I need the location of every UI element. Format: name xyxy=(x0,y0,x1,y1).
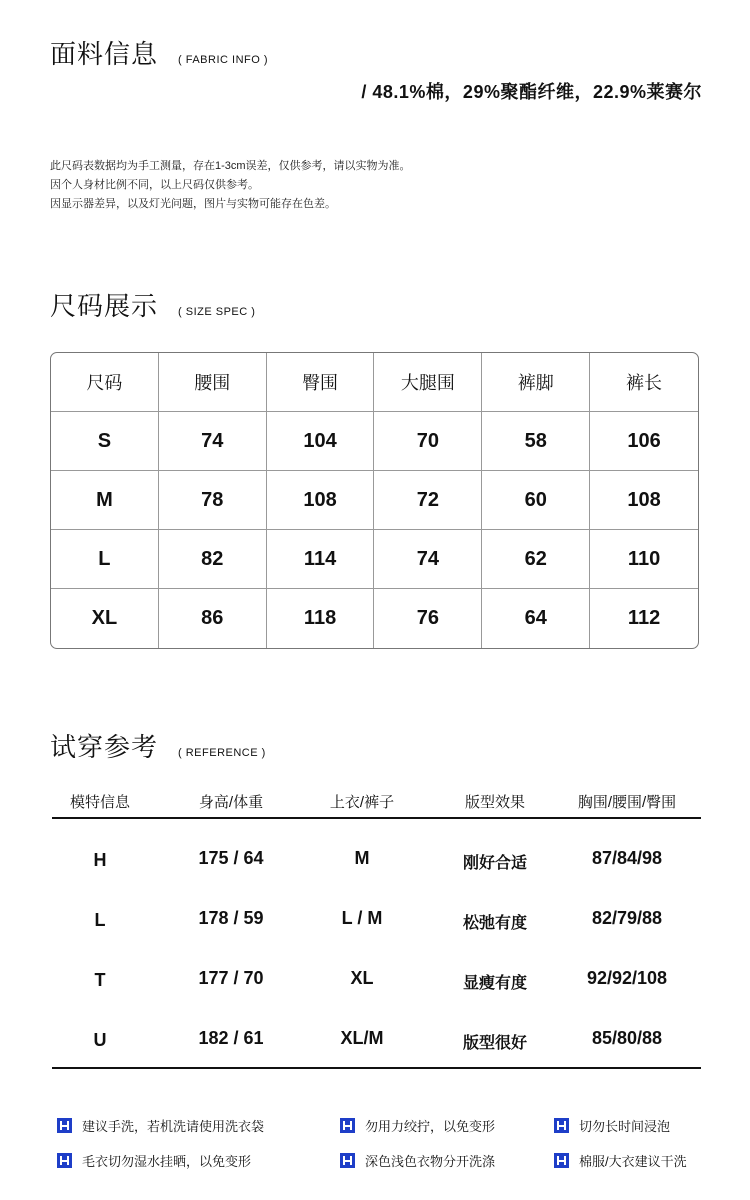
table-cell: 62 xyxy=(482,530,590,589)
fabric-title: 面料信息 xyxy=(50,39,159,69)
fit-effect: 刚好合适 xyxy=(462,855,528,872)
reference-subtitle: ( REFERENCE ) xyxy=(178,747,266,759)
fit-effect: 松弛有度 xyxy=(462,915,528,932)
size-title: 尺码展示 xyxy=(50,291,159,321)
height-weight: 175 / 64 xyxy=(198,848,264,868)
reference-title: 试穿参考 xyxy=(50,732,159,762)
measurements: 87/84/98 xyxy=(591,848,663,868)
height-weight: 182 / 61 xyxy=(198,1028,264,1048)
table-row xyxy=(51,471,698,530)
table-cell: 118 xyxy=(267,589,375,648)
care-item xyxy=(340,1151,495,1170)
table-cell: 64 xyxy=(482,589,590,648)
care-text: 深色浅色衣物分开洗涤 xyxy=(365,1154,496,1169)
h-square-icon xyxy=(57,1153,72,1168)
care-item xyxy=(554,1151,687,1170)
header-cell: 臀围 xyxy=(267,353,375,412)
model-name: H xyxy=(93,850,107,870)
header-cell: 裤脚 xyxy=(482,353,590,412)
reference-row xyxy=(52,958,701,998)
table-row xyxy=(51,412,698,471)
measurements: 85/80/88 xyxy=(591,1028,663,1048)
note-line: 因显示器差异，以及灯光问题，图片与实物可能存在色差。 xyxy=(50,198,336,210)
table-row xyxy=(51,589,698,648)
size-section-title xyxy=(50,286,255,323)
h-square-icon xyxy=(340,1118,355,1133)
table-cell: 70 xyxy=(374,412,482,471)
table-cell: 60 xyxy=(482,471,590,530)
size-worn: XL/M xyxy=(340,1028,384,1048)
reference-row xyxy=(52,838,701,878)
header-cell: 尺码 xyxy=(51,353,159,412)
header-cell: 大腿围 xyxy=(374,353,482,412)
table-cell: 104 xyxy=(267,412,375,471)
note-line: 因个人身材比例不同，以上尺码仅供参考。 xyxy=(50,179,259,191)
table-cell: 78 xyxy=(159,471,267,530)
header-cell: 版型效果 xyxy=(464,794,526,811)
reference-row xyxy=(52,898,701,938)
header-cell: 腰围 xyxy=(159,353,267,412)
care-text: 毛衣切勿湿水挂晒，以免变形 xyxy=(82,1154,252,1169)
care-text: 棉服/大衣建议干洗 xyxy=(579,1154,687,1169)
table-cell: 112 xyxy=(627,607,661,629)
table-cell: L xyxy=(51,530,159,589)
note-line: 此尺码表数据均为手工测量，存在1-3cm误差，仅供参考，请以实物为准。 xyxy=(50,160,411,172)
model-name: L xyxy=(94,910,106,930)
care-text: 建议手洗，若机洗请使用洗衣袋 xyxy=(82,1119,265,1134)
table-cell: 108 xyxy=(267,471,375,530)
header-cell: 上衣/裤子 xyxy=(329,794,395,811)
header-cell: 身高/体重 xyxy=(198,794,264,811)
table-cell: 106 xyxy=(590,412,698,471)
reference-header-row xyxy=(52,788,701,819)
table-cell: 58 xyxy=(482,412,590,471)
table-row xyxy=(51,530,698,589)
size-table xyxy=(50,352,699,649)
care-item xyxy=(554,1116,670,1135)
measurements: 82/79/88 xyxy=(591,908,663,928)
model-name: T xyxy=(94,970,106,990)
fabric-subtitle: ( FABRIC INFO ) xyxy=(178,54,269,66)
size-worn: XL xyxy=(350,968,374,988)
reference-section-title xyxy=(50,727,266,764)
table-cell: S xyxy=(51,412,159,471)
table-cell: 74 xyxy=(374,530,482,589)
h-square-icon xyxy=(554,1118,569,1133)
table-header-row xyxy=(51,353,698,412)
size-worn: L / M xyxy=(341,908,383,928)
table-cell: XL xyxy=(51,589,159,648)
h-square-icon xyxy=(554,1153,569,1168)
h-square-icon xyxy=(340,1153,355,1168)
h-square-icon xyxy=(57,1118,72,1133)
fabric-section-title xyxy=(50,34,268,71)
table-cell: 86 xyxy=(159,589,267,648)
table-cell: 108 xyxy=(590,471,698,530)
fit-effect: 显瘦有度 xyxy=(462,975,528,992)
care-text: 切勿长时间浸泡 xyxy=(579,1119,671,1134)
table-cell: M xyxy=(51,471,159,530)
header-cell: 裤长 xyxy=(590,353,698,412)
header-cell: 胸围/腰围/臀围 xyxy=(577,794,677,811)
table-cell: 110 xyxy=(590,530,698,589)
measurement-notes xyxy=(50,157,411,214)
table-cell: 82 xyxy=(159,530,267,589)
header-cell: 模特信息 xyxy=(69,794,131,811)
reference-row xyxy=(52,1018,701,1058)
reference-bottom-rule xyxy=(52,1067,701,1069)
height-weight: 178 / 59 xyxy=(198,908,264,928)
table-cell: 72 xyxy=(374,471,482,530)
care-item xyxy=(57,1116,264,1135)
height-weight: 177 / 70 xyxy=(198,968,264,988)
model-name: U xyxy=(93,1030,107,1050)
size-worn: M xyxy=(354,848,370,868)
fabric-composition: / 48.1%棉，29%聚酯纤维，22.9%莱赛尔 xyxy=(361,82,702,102)
care-item xyxy=(340,1116,495,1135)
size-subtitle: ( SIZE SPEC ) xyxy=(178,306,256,318)
table-cell: 74 xyxy=(159,412,267,471)
care-text: 勿用力绞拧，以免变形 xyxy=(365,1119,496,1134)
measurements: 92/92/108 xyxy=(586,968,668,988)
table-cell: 76 xyxy=(374,589,482,648)
care-item xyxy=(57,1151,251,1170)
table-cell: 114 xyxy=(267,530,375,589)
fit-effect: 版型很好 xyxy=(462,1035,528,1052)
